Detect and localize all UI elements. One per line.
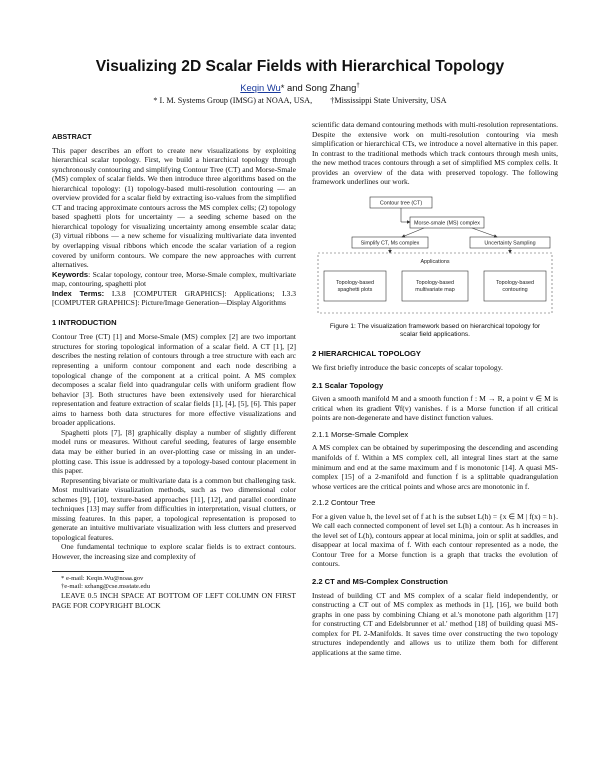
copyright-notice: LEAVE 0.5 INCH SPACE AT BOTTOM OF LEFT COLUMN ON FIRST PAGE FOR COPYRIGHT BLOCK: [52, 590, 296, 610]
label-applications: Applications: [420, 258, 450, 265]
section-2-1-1-heading: 2.1.1 Morse-Smale Complex: [312, 429, 409, 439]
intro-paragraph-1: Contour Tree (CT) [1] and Morse-Smale (MS) complex [2] are two important structures for storing topological information of a scalar field. A CT [1], [2] describes the nesting relation of contours through a tree structure with each arc representing a uniform contour component and each node describing a topological change of the component at a critical point. A MS complex decomposes a scalar field into quadrangular cells with uniform gradient flow behavior [3]. Both structures have been extensively used for hierarchical representation and feature extraction of scalar fields [1], [4], [5], [6]. This paper aims to harness both data structures for more effective visualizations and broader applications.: [52, 332, 296, 428]
section-2-1-1-body: A MS complex can be obtained by superimposing the descending and ascending manifolds of f. Within a MS complex cell, all integral lines start at the same minimum and end at the same maximum and f is monotonic [14]. A quasi MS-complex [15] of a 2-manifold and function f is a splittable quadrangulation whose vertices are the critical points and whose arcs are monotonic in f.: [312, 443, 558, 491]
footnote-1: * e-mail: Keqin.Wu@noaa.gov: [61, 574, 144, 582]
label-simplify: Simplify CT, Ms complex: [360, 240, 420, 247]
intro-heading: 1 INTRODUCTION: [52, 317, 117, 327]
intro-paragraph-4: One fundamental technique to explore scalar fields is to extract contours. However, the increasing size and complexity of: [52, 542, 296, 561]
affiliations: [0, 96, 600, 105]
box-app-2: [402, 271, 468, 301]
affiliation-2: †Mississippi State University, USA: [330, 96, 447, 105]
section-2-1-2-body: For a given value h, the level set of f at h is the subset L(h) = {x ∈ M | f(x) = h}. We call each connected component of level set L(h) a contour. As h increases in the level set of L(h), contours appear at local minima, join or split at saddles, and disappear at local maxima of f. With each contour represented as a node, the Contour Tree for a Morse function is a graph that tracks the evolution of contours.: [312, 511, 558, 569]
box-app-1: [324, 271, 386, 301]
arrow-ms-sample: [472, 228, 497, 237]
label-uncertainty: Uncertainty Sampling: [484, 240, 536, 247]
arrow-ms-simplify: [402, 228, 424, 237]
intro-continued: scientific data demand contouring methods with multi-resolution representations. Despite the extensive work on multi-resolution contouring via mesh simplification or hierarchical CTs, we introduce a novel alternative in this paper. In contrast to the traditional methods which track contours through mesh units, the new method traces contours through a set of simplified MS complex cells. It provides an overview of the data with preserved topology. The following framework underlines our work.: [312, 120, 558, 187]
keywords: [52, 270, 296, 289]
figure-1: [312, 191, 558, 321]
index-terms-label: Index Terms:: [52, 288, 105, 298]
label-app-2: Topology-based: [415, 279, 455, 286]
svg-text:multivariate map: multivariate map: [415, 286, 455, 293]
section-2-1-heading: 2.1 Scalar Topology: [312, 380, 384, 390]
intro-paragraph-2: Spaghetti plots [7], [8] graphically display a number of slightly different model runs or measures. Without careful seeding, features of large ensemble data may be either buried in an over-plotting case or missing in an under-plotting case. This issue is addressed by a topology-based contour placement in this paper.: [52, 427, 296, 476]
label-contour-tree: Contour tree (CT): [379, 200, 423, 207]
section-2-2-heading: 2.2 CT and MS-Complex Construction: [312, 577, 448, 587]
paper-title: Visualizing 2D Scalar Fields with Hierarchical Topology: [95, 58, 505, 75]
affiliation-1: * I. M. Systems Group (IMSG) at NOAA, USA,: [153, 96, 313, 105]
svg-text:contouring: contouring: [502, 286, 528, 293]
label-app-3: Topology-based: [495, 279, 535, 286]
author-line: [0, 82, 600, 93]
section-2-intro: We first briefly introduce the basic concepts of scalar topology.: [312, 363, 503, 373]
index-terms-text: I.3.8 [COMPUTER GRAPHICS]: Applications; I.3.3 [COMPUTER GRAPHICS]: Picture/Image Generation—Display Algorithms: [52, 288, 296, 308]
section-2-1-body: Given a smooth manifold M and a smooth function f : M → R, a point v ∈ M is critical when its gradient ∇f(v) vanishes. f is a Morse function if all critical points are non-degenerate and have distinct function values.: [312, 394, 558, 423]
section-2-1-2-heading: 2.1.2 Contour Tree: [312, 498, 376, 508]
right-column: [312, 120, 558, 657]
author-link-keqin-wu[interactable]: Keqin Wu: [240, 82, 281, 93]
abstract-body: This paper describes an effort to create new visualizations by exploiting hierarchical scalar topology. First, we build a hierarchical topology through synchronously contouring and simplifying Contour Tree (CT) and Morse-Smale (MS) complex of scalar fields. We then introduce three algorithms based on the hierarchical topology: (1) topology-based multi-resolution contouring — an overview provided for a scalar field by extracting iso-values from the simplified CT and tracing approximate contours across the MS complex cells; (2) topology based spaghetti plots for uncertainty — a seeding scheme based on the hierarchical topology for visualizing uncertainty among ensemble scalar data; (3) virtual ribbons — a new scheme for visualizing multivariate data invented by overlapping visual ribbons which encode the scalar variation of a region covered by uniform contours. We compare the new approaches with current alternatives.: [52, 145, 296, 270]
svg-text:spaghetti plots: spaghetti plots: [337, 286, 373, 293]
intro-paragraph-3: Representing bivariate or multivariate data is a common but challenging task. Most multivariate visualization methods, such as two dimensional color schemes [9], [10], texture-based approaches [11], [12], and parallel coordinate techniques [13] may suffer from difficulties in interpretation, visual clutters, or missing features. In this paper, a topological representation is proposed to generate an intuitive multivariate visualization with less clutters and preserved topological features.: [52, 475, 296, 542]
box-app-3: [484, 271, 546, 301]
framework-diagram: [312, 191, 558, 321]
section-2-2-body: Instead of building CT and MS complex of a scalar field independently, or constructing a CT out of MS complex as methods in [1], [16], we build both graphs in one pass by combining Chiang et al.'s monotone path algorithm [17] for constructing CT and Edelsbrunner et al.' method [18] of building quasi MS-complex for PL 2-Manifolds. It saves time over constructing the two topology structures independently and allows us to utilize them both for different applications at the same time.: [312, 590, 558, 657]
footnote-rule: [52, 571, 124, 572]
keywords-text: : Scalar topology, contour tree, Morse-Smale complex, multivariate map, contouring, spaghetti plot: [52, 269, 296, 289]
label-app-1: Topology-based: [335, 279, 375, 286]
abstract-heading: ABSTRACT: [52, 132, 92, 141]
section-2-heading: 2 HIERARCHICAL TOPOLOGY: [312, 348, 421, 358]
keywords-label: Keywords: [52, 269, 89, 279]
author-rest: * and Song Zhang: [280, 82, 357, 93]
left-column: [52, 120, 296, 610]
figure-1-caption: Figure 1: The visualization framework based on hierarchical topology for scalar field applications.: [329, 322, 541, 339]
label-ms-complex: Morse-smale (MS) complex: [414, 220, 480, 227]
footnote-2: †e-mail: szhang@cse.msstate.edu: [61, 582, 151, 590]
author-dagger: †: [356, 82, 360, 89]
index-terms: [52, 289, 296, 308]
